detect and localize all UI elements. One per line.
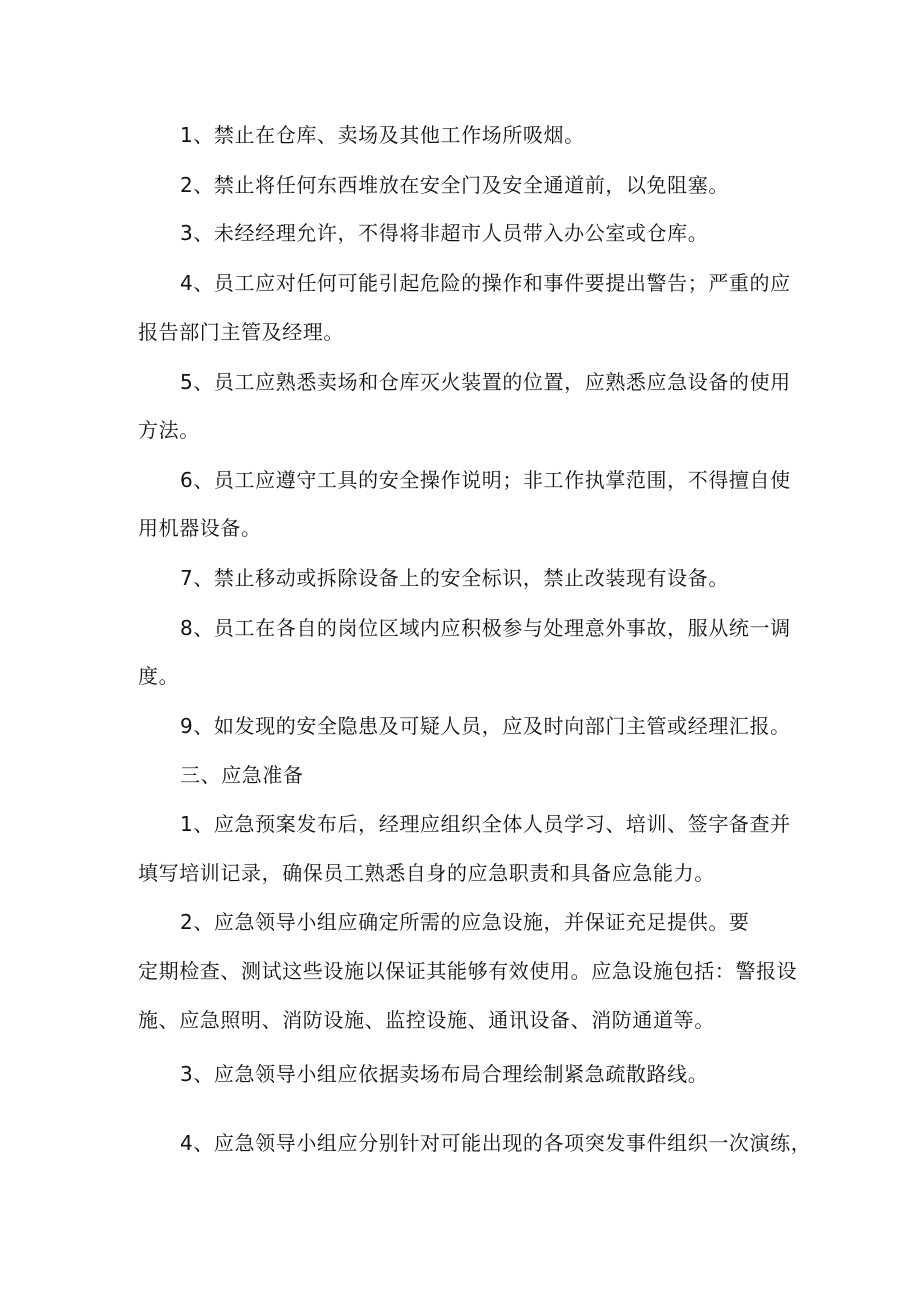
prep-2-continuation-1: 定期检查、测试这些设施以保证其能够有效使用。应急设施包括：警报设 <box>138 959 798 983</box>
section-heading-emergency-preparation: 三、应急准备 <box>180 763 304 787</box>
rule-4-warning: 4、员工应对任何可能引起危险的操作和事件要提出警告；严重的应 <box>180 271 791 295</box>
rule-7-safety-signs: 7、禁止移动或拆除设备上的安全标识，禁止改装现有设备。 <box>180 566 729 590</box>
prep-4-drills: 4、应急领导小组应分别针对可能出现的各项突发事件组织一次演练， <box>180 1131 812 1155</box>
rule-6-continuation: 用机器设备。 <box>138 516 262 540</box>
rule-5-fire-equipment: 5、员工应熟悉卖场和仓库灭火装置的位置，应熟悉应急设备的使用 <box>180 370 791 394</box>
rule-2-exits: 2、禁止将任何东西堆放在安全门及安全通道前，以免阻塞。 <box>180 173 729 197</box>
rule-5-continuation: 方法。 <box>138 418 200 442</box>
prep-2-continuation-2: 施、应急照明、消防设施、监控设施、通讯设备、消防通道等。 <box>138 1008 715 1032</box>
rule-9-reporting: 9、如发现的安全隐患及可疑人员，应及时向部门主管或经理汇报。 <box>180 714 791 738</box>
rule-1-smoking: 1、禁止在仓库、卖场及其他工作场所吸烟。 <box>180 123 585 147</box>
rule-4-continuation: 报告部门主管及经理。 <box>138 320 344 344</box>
prep-1-continuation: 填写培训记录，确保员工熟悉自身的应急职责和具备应急能力。 <box>138 861 715 885</box>
rule-8-continuation: 度。 <box>138 664 180 688</box>
rule-8-accidents: 8、员工在各自的岗位区域内应积极参与处理意外事故，服从统一调 <box>180 616 791 640</box>
prep-2-facilities: 2、应急领导小组应确定所需的应急设施，并保证充足提供。要 <box>180 910 750 934</box>
rule-6-tools: 6、员工应遵守工具的安全操作说明；非工作执掌范围，不得擅自使 <box>180 468 791 492</box>
prep-3-evacuation-route: 3、应急领导小组应依据卖场布局合理绘制紧急疏散路线。 <box>180 1062 709 1086</box>
rule-3-visitors: 3、未经经理允许，不得将非超市人员带入办公室或仓库。 <box>180 221 709 245</box>
prep-1-training: 1、应急预案发布后，经理应组织全体人员学习、培训、签字备查并 <box>180 812 791 836</box>
